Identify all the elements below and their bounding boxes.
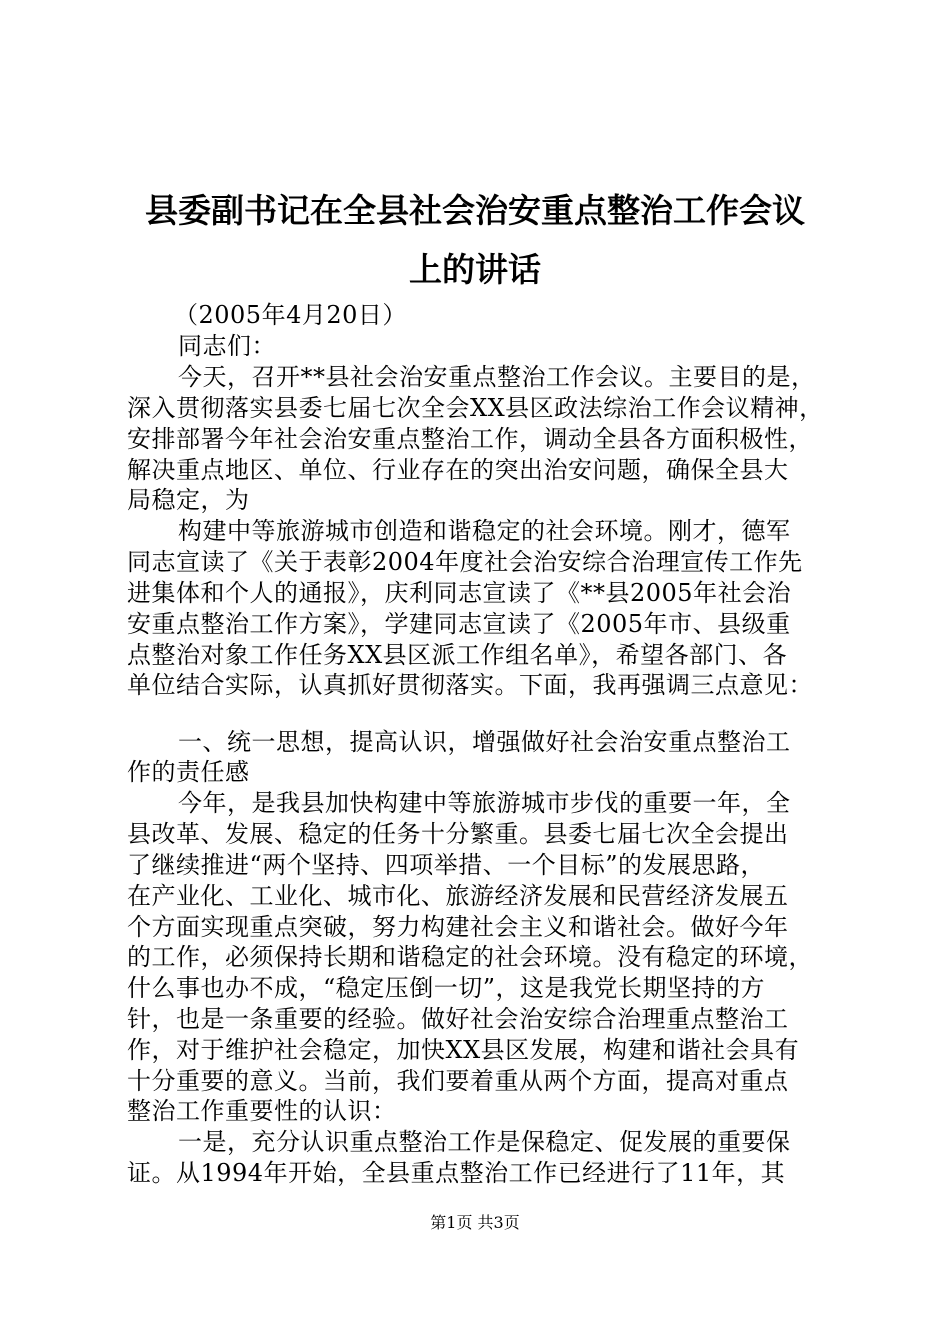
salutation: 同志们： bbox=[178, 332, 276, 360]
body-line: 证。从1994年开始，全县重点整治工作已经进行了11年，其 bbox=[127, 1159, 786, 1187]
section-heading: 一、统一思想，提高认识，增强做好社会治安重点整治工 bbox=[178, 728, 791, 756]
body-line: 构建中等旅游城市创造和谐稳定的社会环境。刚才，德军 bbox=[178, 517, 791, 545]
body-line: 今年，是我县加快构建中等旅游城市步伐的重要一年，全 bbox=[178, 789, 791, 817]
body-line: 进集体和个人的通报》，庆利同志宣读了《**县2005年社会治 bbox=[127, 579, 792, 607]
body-line: 在产业化、工业化、城市化、旅游经济发展和民营经济发展五 bbox=[127, 882, 789, 910]
body-line: 同志宣读了《关于表彰2004年度社会治安综合治理宣传工作先 bbox=[127, 548, 803, 576]
document-date: （2005年4月20日） bbox=[174, 301, 407, 329]
body-line: 安重点整治工作方案》，学建同志宣读了《2005年市、县级重 bbox=[127, 610, 791, 638]
body-line: 深入贯彻落实县委七届七次全会XX县区政法综治工作会议精神， bbox=[127, 394, 824, 422]
document-title-line-2: 上的讲话 bbox=[409, 250, 541, 289]
body-line: 十分重要的意义。当前，我们要着重从两个方面，提高对重点 bbox=[127, 1067, 789, 1095]
document-title-line-1: 县委副书记在全县社会治安重点整治工作会议 bbox=[145, 191, 805, 230]
body-line: 单位结合实际，认真抓好贯彻落实。下面，我再强调三点意见： bbox=[127, 671, 813, 699]
body-line: 针，也是一条重要的经验。做好社会治安综合治理重点整治工 bbox=[127, 1005, 789, 1033]
body-line: 的工作，必须保持长期和谐稳定的社会环境。没有稳定的环境， bbox=[127, 943, 813, 971]
body-line: 作，对于维护社会稳定，加快XX县区发展，构建和谐社会具有 bbox=[127, 1036, 800, 1064]
body-line: 个方面实现重点突破，努力构建社会主义和谐社会。做好今年 bbox=[127, 913, 789, 941]
section-heading: 作的责任感 bbox=[127, 758, 250, 786]
body-line: 安排部署今年社会治安重点整治工作，调动全县各方面积极性， bbox=[127, 425, 813, 453]
body-line: 了继续推进“两个坚持、四项举措、一个目标”的发展思路， bbox=[127, 851, 766, 879]
body-line: 点整治对象工作任务XX县区派工作组名单》，希望各部门、各 bbox=[127, 641, 788, 669]
body-line: 什么事也办不成，“稳定压倒一切”，这是我党长期坚持的方 bbox=[127, 974, 766, 1002]
body-line: 整治工作重要性的认识： bbox=[127, 1097, 397, 1125]
body-line: 今天，召开**县社会治安重点整治工作会议。主要目的是， bbox=[178, 363, 816, 391]
body-line: 一是，充分认识重点整治工作是保稳定、促发展的重要保 bbox=[178, 1128, 791, 1156]
page-footer: 第1页 共3页 bbox=[430, 1213, 520, 1232]
body-line: 局稳定，为 bbox=[127, 486, 250, 514]
body-line: 县改革、发展、稳定的任务十分繁重。县委七届七次全会提出 bbox=[127, 820, 789, 848]
body-line: 解决重点地区、单位、行业存在的突出治安问题，确保全县大 bbox=[127, 456, 789, 484]
